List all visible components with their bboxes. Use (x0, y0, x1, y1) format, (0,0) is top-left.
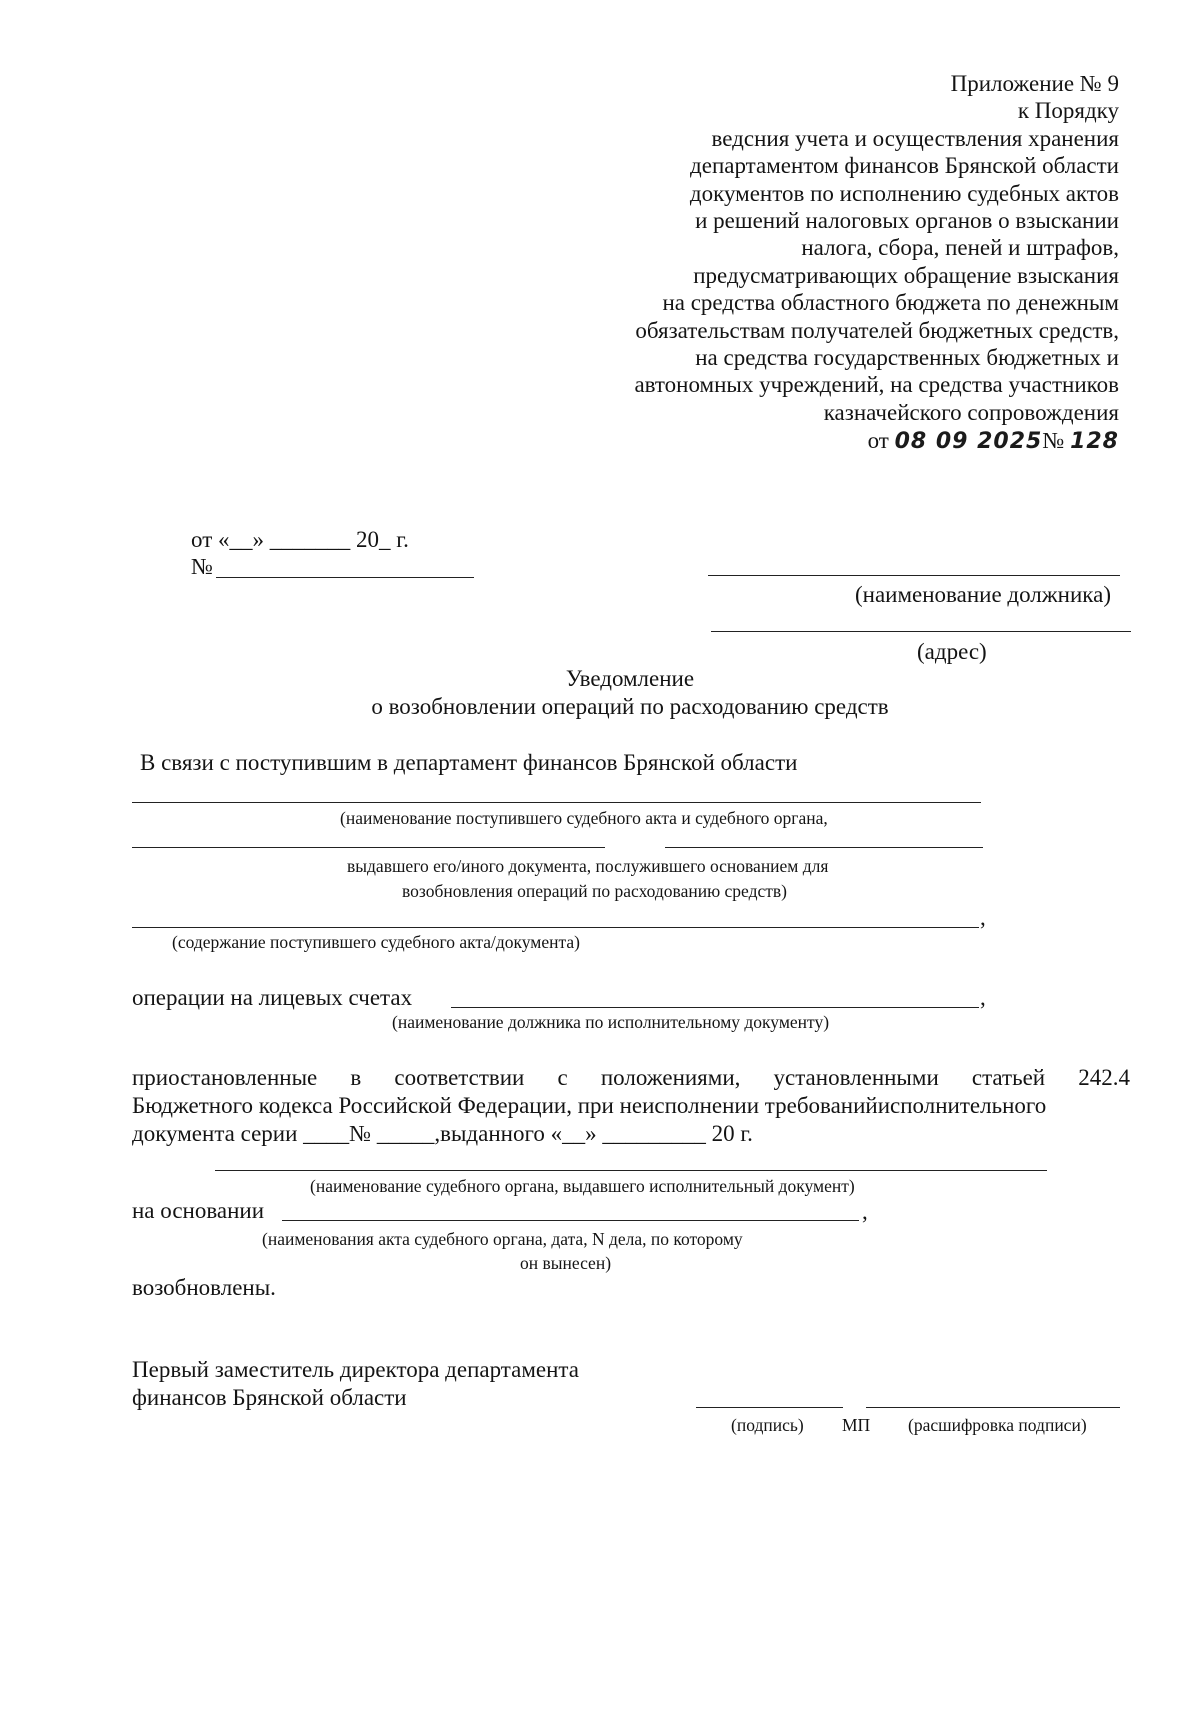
appendix-date-line (559, 427, 1119, 455)
content-caption: (содержание поступившего судебного акта/документа) (172, 932, 580, 952)
debtor-address-caption: (адрес) (917, 639, 987, 664)
basis-underline (282, 1220, 859, 1221)
debtor-address-underline (711, 631, 1131, 632)
appendix-line: на средства государственных бюджетных и (695, 345, 1119, 371)
basis-caption-1: (наименования акта судебного органа, дата, N дела, по которому (262, 1229, 743, 1249)
signature-decode-caption: (расшифровка подписи) (908, 1415, 1087, 1435)
appendix-line: обязательствам получателей бюджетных средств, (635, 317, 1119, 343)
appendix-date-prefix: от (867, 428, 889, 454)
debtor-caption: (наименование должника по исполнительному документу) (392, 1012, 830, 1032)
notice-subtitle: о возобновлении операций по расходованию средств (371, 694, 889, 719)
operations-comma: , (980, 985, 986, 1010)
basis-comma: , (862, 1199, 868, 1224)
paragraph-line-1: приостановленные в соответствии с положениями, установленными статьей 242.4 (132, 1065, 1130, 1090)
signature-decode-underline (866, 1407, 1120, 1408)
appendix-line: казначейского сопровождения (823, 399, 1119, 425)
signature-underline (696, 1407, 843, 1408)
act-underline-2a (132, 847, 605, 848)
resumed-text: возобновлены. (132, 1275, 276, 1300)
signature-caption: (подпись) (731, 1415, 804, 1435)
act-underline-1 (132, 802, 981, 803)
notice-number-underline (216, 577, 474, 578)
operations-underline (451, 1007, 979, 1008)
appendix-line: автономных учреждений, на средства участников (634, 372, 1119, 398)
seal-caption: МП (842, 1415, 871, 1435)
handwritten-date: 08 09 2025 (894, 429, 1043, 455)
appendix-line: на средства областного бюджета по денежным (662, 290, 1119, 316)
appendix-line: документов по исполнению судебных актов (689, 180, 1119, 206)
paragraph-line-3: документа серии ____№ _____,выданного «__» _________ 20 г. (132, 1121, 753, 1146)
signer-position-line-1: Первый заместитель директора департамента (132, 1357, 579, 1382)
paragraph-line-2: Бюджетного кодекса Российской Федерации, при неисполнении требованийисполнительного (132, 1093, 1047, 1118)
appendix-line: к Порядку (1017, 98, 1119, 124)
appendix-line: налога, сбора, пеней и штрафов, (801, 235, 1119, 261)
intro-text: В связи с поступившим в департамент финансов Брянской области (140, 750, 798, 775)
appendix-number-sign: № (1042, 428, 1065, 454)
appendix-line: предусматривающих обращение взыскания (693, 262, 1119, 288)
basis-caption-2: он вынесен) (520, 1253, 612, 1273)
notice-date-line: от «__» _______ 20_ г. (191, 527, 409, 552)
notice-number-label: № (191, 554, 213, 579)
court-caption: (наименование судебного органа, выдавшего исполнительный документ) (310, 1176, 855, 1196)
content-comma: , (980, 905, 986, 930)
handwritten-number: 128 (1070, 429, 1119, 455)
notice-title: Уведомление (565, 666, 695, 691)
signer-position-line-2: финансов Брянской области (132, 1385, 407, 1410)
debtor-name-caption: (наименование должника) (855, 582, 1111, 607)
basis-label: на основании (132, 1198, 265, 1223)
act-caption-3: возобновления операций по расходованию средств) (402, 881, 787, 901)
appendix-line: ведсния учета и осуществления хранения (711, 125, 1119, 151)
appendix-line: и решений налоговых органов о взыскании (695, 208, 1119, 234)
appendix-block (559, 70, 1119, 456)
appendix-line: Приложение № 9 (950, 71, 1119, 96)
act-underline-2b (665, 847, 983, 848)
operations-label: операции на лицевых счетах (132, 985, 413, 1010)
court-underline (215, 1170, 1047, 1171)
debtor-name-underline (708, 575, 1120, 576)
act-caption-1: (наименование поступившего судебного акта и судебного органа, (340, 808, 828, 828)
appendix-line: департаментом финансов Брянской области (690, 153, 1119, 179)
content-underline (132, 927, 979, 928)
act-caption-2: выдавшего его/иного документа, послужившего основанием для (347, 856, 829, 876)
